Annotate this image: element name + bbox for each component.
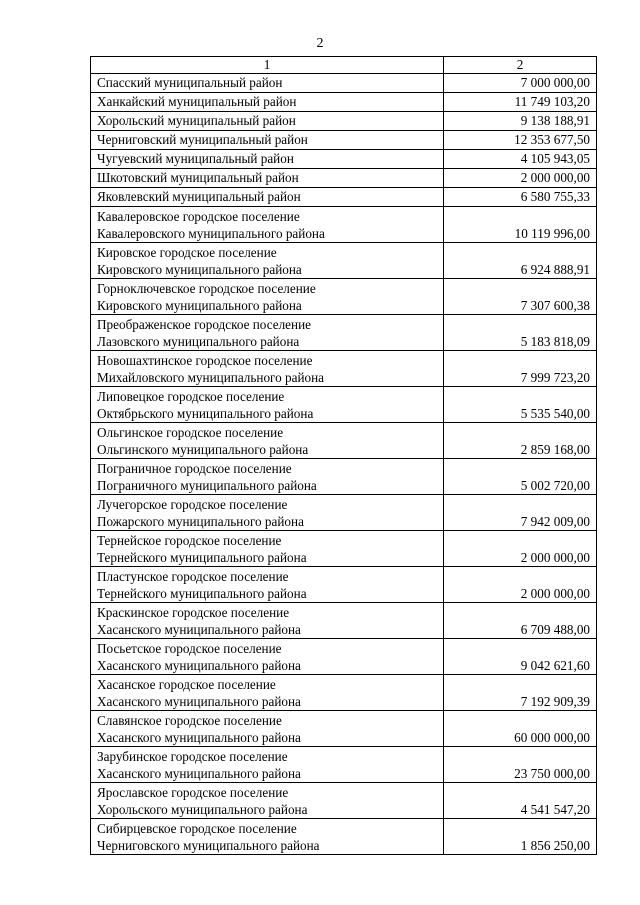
amount-cell: 6 580 755,33 <box>444 188 597 207</box>
amount-cell: 7 192 909,39 <box>444 675 597 711</box>
table-row <box>91 711 597 747</box>
municipality-name-cell <box>91 74 444 93</box>
municipality-name-line: Хасанское городское поселение <box>97 677 276 692</box>
municipality-name-cell <box>91 819 444 855</box>
table-row <box>91 567 597 603</box>
allocation-table <box>90 56 597 855</box>
municipality-name-line: Лучегорское городское поселение <box>97 497 288 512</box>
municipality-name-cell <box>91 531 444 567</box>
municipality-name-cell <box>91 387 444 423</box>
municipality-name-line: Ярославское городское поселение <box>97 785 289 800</box>
municipality-name-line: Сибирцевское городское поселение <box>97 821 297 836</box>
amount-cell: 4 541 547,20 <box>444 783 597 819</box>
municipality-name-line: Спасский муниципальный район <box>97 75 283 90</box>
municipality-name-cell <box>91 243 444 279</box>
municipality-name-line: Хасанского муниципального района <box>97 694 301 709</box>
table-row <box>91 459 597 495</box>
municipality-name-line: Новошахтинское городское поселение <box>97 353 313 368</box>
amount-cell: 6 709 488,00 <box>444 603 597 639</box>
municipality-name-cell <box>91 169 444 188</box>
table-row <box>91 531 597 567</box>
amount-cell: 4 105 943,05 <box>444 150 597 169</box>
table-row <box>91 74 597 93</box>
amount-cell: 7 999 723,20 <box>444 351 597 387</box>
table-row <box>91 169 597 188</box>
amount-cell: 2 000 000,00 <box>444 531 597 567</box>
table-row <box>91 783 597 819</box>
municipality-name-line: Кавалеровского муниципального района <box>97 226 325 241</box>
municipality-name-cell <box>91 93 444 112</box>
column-header-2: 2 <box>444 57 597 74</box>
table-row <box>91 423 597 459</box>
amount-cell: 2 000 000,00 <box>444 169 597 188</box>
municipality-name-line: Черниговский муниципальный район <box>97 132 308 147</box>
municipality-name-cell <box>91 459 444 495</box>
municipality-name-cell <box>91 783 444 819</box>
municipality-name-line: Ольгинского муниципального района <box>97 442 309 457</box>
municipality-name-line: Преображенское городское поселение <box>97 317 311 332</box>
municipality-name-line: Горноключевское городское поселение <box>97 281 316 296</box>
municipality-name-line: Чугуевский муниципальный район <box>97 151 294 166</box>
municipality-name-line: Краскинское городское поселение <box>97 605 290 620</box>
amount-cell: 10 119 996,00 <box>444 207 597 243</box>
table-row <box>91 351 597 387</box>
municipality-name-line: Хасанского муниципального района <box>97 730 301 745</box>
table-row <box>91 639 597 675</box>
amount-cell: 7 000 000,00 <box>444 74 597 93</box>
municipality-name-cell <box>91 315 444 351</box>
municipality-name-line: Пограничное городское поселение <box>97 461 292 476</box>
municipality-name-line: Хасанского муниципального района <box>97 658 301 673</box>
municipality-name-cell <box>91 423 444 459</box>
municipality-name-line: Пожарского муниципального района <box>97 514 304 529</box>
municipality-name-line: Черниговского муниципального района <box>97 838 320 853</box>
municipality-name-line: Кировского муниципального района <box>97 298 302 313</box>
table-row <box>91 207 597 243</box>
municipality-name-cell <box>91 603 444 639</box>
table-row <box>91 150 597 169</box>
table-row <box>91 93 597 112</box>
municipality-name-line: Кавалеровское городское поселение <box>97 209 300 224</box>
municipality-name-line: Тернейского муниципального района <box>97 586 307 601</box>
municipality-name-line: Тернейское городское поселение <box>97 533 282 548</box>
table-row <box>91 387 597 423</box>
amount-cell: 9 042 621,60 <box>444 639 597 675</box>
amount-cell: 12 353 677,50 <box>444 131 597 150</box>
amount-cell: 6 924 888,91 <box>444 243 597 279</box>
table-row <box>91 315 597 351</box>
municipality-name-line: Пограничного муниципального района <box>97 478 317 493</box>
amount-cell: 5 535 540,00 <box>444 387 597 423</box>
amount-cell: 60 000 000,00 <box>444 711 597 747</box>
municipality-name-line: Хорольского муниципального района <box>97 802 308 817</box>
municipality-name-line: Ольгинское городское поселение <box>97 425 284 440</box>
municipality-name-line: Зарубинское городское поселение <box>97 749 288 764</box>
amount-cell: 9 138 188,91 <box>444 112 597 131</box>
municipality-name-line: Липовецкое городское поселение <box>97 389 285 404</box>
municipality-name-cell <box>91 131 444 150</box>
municipality-name-line: Хасанского муниципального района <box>97 766 301 781</box>
amount-cell: 7 942 009,00 <box>444 495 597 531</box>
amount-cell: 1 856 250,00 <box>444 819 597 855</box>
table-row <box>91 675 597 711</box>
amount-cell: 2 000 000,00 <box>444 567 597 603</box>
municipality-name-cell <box>91 207 444 243</box>
amount-cell: 23 750 000,00 <box>444 747 597 783</box>
amount-cell: 2 859 168,00 <box>444 423 597 459</box>
municipality-name-line: Яковлевский муниципальный район <box>97 189 301 204</box>
municipality-name-line: Кировское городское поселение <box>97 245 277 260</box>
municipality-name-cell <box>91 639 444 675</box>
table-header-row <box>91 57 597 74</box>
amount-cell: 7 307 600,38 <box>444 279 597 315</box>
table-row <box>91 603 597 639</box>
municipality-name-line: Посьетское городское поселение <box>97 641 282 656</box>
municipality-name-cell <box>91 351 444 387</box>
municipality-name-line: Ханкайский муниципальный район <box>97 94 297 109</box>
page-number: 2 <box>316 36 324 51</box>
municipality-name-cell <box>91 279 444 315</box>
table-row <box>91 279 597 315</box>
municipality-name-line: Шкотовский муниципальный район <box>97 170 299 185</box>
municipality-name-line: Михайловского муниципального района <box>97 370 325 385</box>
municipality-name-line: Лазовского муниципального района <box>97 334 300 349</box>
municipality-name-cell <box>91 675 444 711</box>
municipality-name-line: Октябрьского муниципального района <box>97 406 314 421</box>
municipality-name-line: Хорольский муниципальный район <box>97 113 296 128</box>
table-row <box>91 819 597 855</box>
amount-cell: 11 749 103,20 <box>444 93 597 112</box>
municipality-name-line: Пластунское городское поселение <box>97 569 289 584</box>
table-row <box>91 495 597 531</box>
table-row <box>91 131 597 150</box>
municipality-name-cell <box>91 711 444 747</box>
municipality-name-cell <box>91 112 444 131</box>
municipality-name-cell <box>91 567 444 603</box>
amount-cell: 5 183 818,09 <box>444 315 597 351</box>
column-header-1: 1 <box>91 57 444 74</box>
municipality-name-cell <box>91 747 444 783</box>
municipality-name-line: Славянское городское поселение <box>97 713 282 728</box>
municipality-name-cell <box>91 495 444 531</box>
table-row <box>91 747 597 783</box>
municipality-name-line: Кировского муниципального района <box>97 262 302 277</box>
table-row <box>91 188 597 207</box>
municipality-name-line: Тернейского муниципального района <box>97 550 307 565</box>
table-row <box>91 112 597 131</box>
amount-cell: 5 002 720,00 <box>444 459 597 495</box>
table-row <box>91 243 597 279</box>
municipality-name-cell <box>91 188 444 207</box>
municipality-name-line: Хасанского муниципального района <box>97 622 301 637</box>
table-body <box>91 74 597 855</box>
municipality-name-cell <box>91 150 444 169</box>
